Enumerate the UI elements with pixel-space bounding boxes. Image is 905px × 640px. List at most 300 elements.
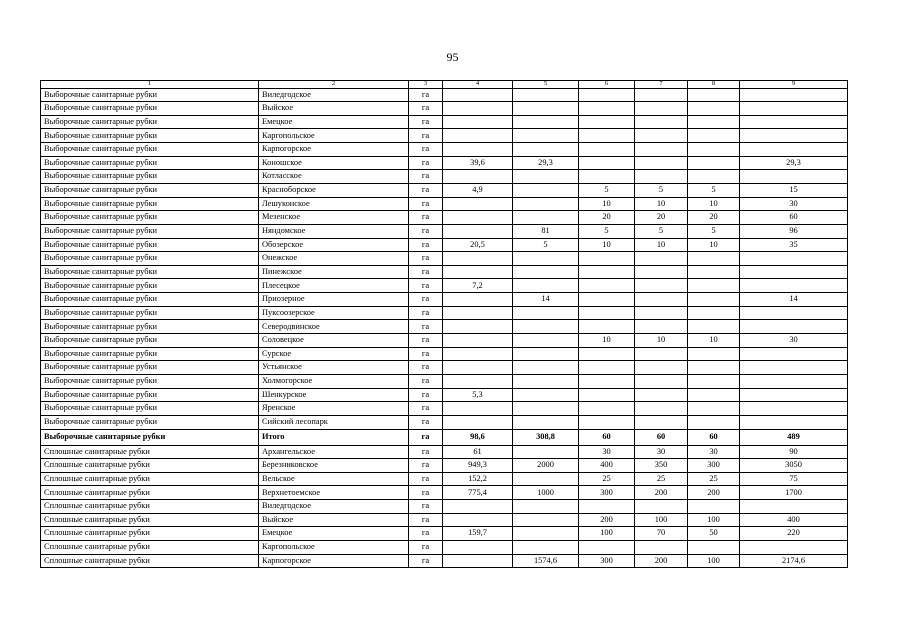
row-type-cell: Выборочные санитарные рубки [41,102,259,116]
row-value-col4: 98,6 [443,429,513,445]
table-row [41,513,848,527]
column-header: 1 [41,81,259,89]
row-value-col8 [688,115,740,129]
row-name-cell: Выйское [259,102,409,116]
row-value-col4 [443,402,513,416]
row-value-col5: 81 [513,224,579,238]
row-unit-cell: га [409,402,443,416]
row-unit-cell: га [409,156,443,170]
row-type-cell: Выборочные санитарные рубки [41,156,259,170]
row-value-col5 [513,252,579,266]
row-value-col9 [740,320,848,334]
row-unit-cell: га [409,541,443,555]
row-value-col9 [740,88,848,102]
row-name-cell: Каргопольское [259,129,409,143]
row-value-col9: 2174,6 [740,554,848,568]
row-value-col6: 300 [579,486,635,500]
row-unit-cell: га [409,115,443,129]
row-value-col6: 300 [579,554,635,568]
row-value-col9: 15 [740,183,848,197]
row-value-col7 [635,320,688,334]
row-unit-cell: га [409,293,443,307]
row-value-col4 [443,115,513,129]
row-value-col7 [635,361,688,375]
row-value-col4 [443,306,513,320]
row-value-col4 [443,374,513,388]
row-value-col4: 775,4 [443,486,513,500]
row-value-col7: 10 [635,197,688,211]
row-unit-cell: га [409,374,443,388]
row-value-col5 [513,388,579,402]
row-value-col4: 7,2 [443,279,513,293]
row-value-col9 [740,347,848,361]
row-type-cell: Сплошные санитарные рубки [41,459,259,473]
row-value-col6: 200 [579,513,635,527]
row-value-col8: 10 [688,238,740,252]
row-value-col8: 10 [688,197,740,211]
row-unit-cell: га [409,224,443,238]
row-value-col9: 90 [740,445,848,459]
row-value-col4 [443,554,513,568]
row-name-cell: Шенкурское [259,388,409,402]
row-name-cell: Итого [259,429,409,445]
row-value-col4 [443,88,513,102]
row-value-col6 [579,156,635,170]
row-value-col8 [688,252,740,266]
table-row [41,211,848,225]
row-type-cell: Сплошные санитарные рубки [41,472,259,486]
row-value-col6: 10 [579,197,635,211]
row-unit-cell: га [409,129,443,143]
row-value-col7: 350 [635,459,688,473]
row-value-col7 [635,347,688,361]
row-value-col9 [740,402,848,416]
row-value-col5 [513,170,579,184]
row-unit-cell: га [409,513,443,527]
row-unit-cell: га [409,102,443,116]
row-name-cell: Обозерское [259,238,409,252]
row-unit-cell: га [409,183,443,197]
row-name-cell: Приозерное [259,293,409,307]
table-row [41,527,848,541]
row-unit-cell: га [409,279,443,293]
row-name-cell: Онежское [259,252,409,266]
row-value-col5 [513,102,579,116]
row-type-cell: Сплошные санитарные рубки [41,486,259,500]
row-value-col6: 20 [579,211,635,225]
row-unit-cell: га [409,500,443,514]
row-value-col9: 3050 [740,459,848,473]
row-value-col8: 5 [688,224,740,238]
table-row [41,334,848,348]
row-value-col7 [635,402,688,416]
row-value-col6 [579,88,635,102]
row-value-col6 [579,102,635,116]
column-header: 6 [579,81,635,89]
row-value-col4 [443,129,513,143]
row-value-col8: 50 [688,527,740,541]
row-value-col9: 400 [740,513,848,527]
row-value-col4 [443,265,513,279]
row-value-col8 [688,402,740,416]
table-row [41,102,848,116]
row-value-col8 [688,415,740,429]
row-value-col7 [635,143,688,157]
row-value-col4: 5,3 [443,388,513,402]
row-name-cell: Карпогорское [259,143,409,157]
row-value-col7 [635,293,688,307]
table-row [41,238,848,252]
row-value-col6: 10 [579,238,635,252]
row-unit-cell: га [409,554,443,568]
row-value-col8: 5 [688,183,740,197]
column-header: 8 [688,81,740,89]
table-row [41,88,848,102]
row-value-col4: 20,5 [443,238,513,252]
row-value-col4: 152,2 [443,472,513,486]
row-value-col4: 61 [443,445,513,459]
row-value-col5: 1574,6 [513,554,579,568]
row-value-col6: 5 [579,183,635,197]
row-value-col8 [688,374,740,388]
row-value-col8 [688,143,740,157]
row-value-col5 [513,143,579,157]
row-value-col5 [513,513,579,527]
row-name-cell: Пуксоозерское [259,306,409,320]
row-unit-cell: га [409,459,443,473]
row-value-col9 [740,415,848,429]
row-type-cell: Выборочные санитарные рубки [41,374,259,388]
row-value-col4 [443,143,513,157]
row-value-col7 [635,415,688,429]
row-value-col7: 30 [635,445,688,459]
row-name-cell: Вельское [259,472,409,486]
row-type-cell: Выборочные санитарные рубки [41,347,259,361]
row-value-col8 [688,361,740,375]
table-body [41,88,848,568]
row-value-col5 [513,197,579,211]
row-value-col6 [579,115,635,129]
row-value-col6: 25 [579,472,635,486]
row-type-cell: Сплошные санитарные рубки [41,527,259,541]
table-row [41,224,848,238]
row-value-col4 [443,211,513,225]
row-type-cell: Выборочные санитарные рубки [41,279,259,293]
row-value-col8 [688,170,740,184]
row-type-cell: Выборочные санитарные рубки [41,293,259,307]
row-value-col8: 20 [688,211,740,225]
row-value-col5 [513,361,579,375]
row-type-cell: Выборочные санитарные рубки [41,170,259,184]
row-value-col6 [579,388,635,402]
table-row [41,156,848,170]
row-value-col8 [688,347,740,361]
row-value-col9 [740,115,848,129]
row-name-cell: Мезенское [259,211,409,225]
row-value-col4 [443,102,513,116]
row-value-col7 [635,388,688,402]
row-name-cell: Красноборское [259,183,409,197]
row-value-col6 [579,347,635,361]
row-name-cell: Пинежское [259,265,409,279]
row-value-col5 [513,527,579,541]
table-row [41,459,848,473]
row-type-cell: Выборочные санитарные рубки [41,129,259,143]
row-value-col7 [635,306,688,320]
row-value-col7 [635,170,688,184]
row-unit-cell: га [409,361,443,375]
row-value-col4 [443,320,513,334]
table-row [41,388,848,402]
table-row [41,320,848,334]
table-row [41,445,848,459]
table-row [41,415,848,429]
row-value-col6: 100 [579,527,635,541]
row-value-col8 [688,320,740,334]
row-name-cell: Выйское [259,513,409,527]
row-value-col5: 308,8 [513,429,579,445]
row-unit-cell: га [409,472,443,486]
row-value-col6 [579,320,635,334]
table-row [41,129,848,143]
row-name-cell: Северодвинское [259,320,409,334]
row-value-col5 [513,472,579,486]
row-value-col8 [688,388,740,402]
row-value-col8: 100 [688,513,740,527]
row-name-cell: Емецкое [259,115,409,129]
row-type-cell: Сплошные санитарные рубки [41,554,259,568]
row-value-col6 [579,415,635,429]
row-value-col4 [443,293,513,307]
table-row [41,554,848,568]
row-type-cell: Выборочные санитарные рубки [41,183,259,197]
row-type-cell: Выборочные санитарные рубки [41,211,259,225]
row-value-col4 [443,347,513,361]
row-name-cell: Лешуконское [259,197,409,211]
row-value-col5 [513,183,579,197]
row-value-col6 [579,500,635,514]
row-value-col7 [635,374,688,388]
row-unit-cell: га [409,197,443,211]
row-value-col6 [579,374,635,388]
row-value-col9 [740,306,848,320]
table-row [41,472,848,486]
row-name-cell: Яренское [259,402,409,416]
column-header: 7 [635,81,688,89]
data-table [40,80,848,568]
row-value-col9: 29,3 [740,156,848,170]
row-value-col8: 60 [688,429,740,445]
row-value-col4 [443,334,513,348]
table-row [41,374,848,388]
row-value-col7 [635,541,688,555]
page-number: 95 [446,50,459,64]
row-unit-cell: га [409,527,443,541]
table-row [41,347,848,361]
row-type-cell: Сплошные санитарные рубки [41,513,259,527]
row-value-col8: 100 [688,554,740,568]
table-row [41,265,848,279]
row-value-col9: 489 [740,429,848,445]
row-value-col9 [740,279,848,293]
row-unit-cell: га [409,334,443,348]
table-row [41,541,848,555]
row-type-cell: Выборочные санитарные рубки [41,224,259,238]
row-value-col6 [579,306,635,320]
row-type-cell: Выборочные санитарные рубки [41,88,259,102]
row-name-cell: Плесецкое [259,279,409,293]
row-value-col5: 2000 [513,459,579,473]
row-value-col9 [740,102,848,116]
row-value-col7 [635,279,688,293]
row-type-cell: Выборочные санитарные рубки [41,429,259,445]
row-value-col5 [513,211,579,225]
row-unit-cell: га [409,211,443,225]
row-name-cell: Карпогорское [259,554,409,568]
row-value-col4: 4,9 [443,183,513,197]
row-value-col4 [443,541,513,555]
row-value-col5: 14 [513,293,579,307]
row-value-col5 [513,415,579,429]
column-header: 5 [513,81,579,89]
row-value-col5 [513,129,579,143]
row-value-col5: 29,3 [513,156,579,170]
table-row [41,500,848,514]
table-row [41,143,848,157]
row-name-cell: Архангельское [259,445,409,459]
row-value-col7: 60 [635,429,688,445]
column-header: 4 [443,81,513,89]
row-value-col7: 10 [635,334,688,348]
row-type-cell: Сплошные санитарные рубки [41,541,259,555]
row-value-col6 [579,143,635,157]
row-value-col5 [513,374,579,388]
row-name-cell: Емецкое [259,527,409,541]
row-unit-cell: га [409,320,443,334]
row-value-col5 [513,402,579,416]
row-value-col9 [740,361,848,375]
row-value-col5 [513,445,579,459]
row-value-col9 [740,541,848,555]
table-row-total [41,429,848,445]
row-value-col6 [579,170,635,184]
table-row [41,183,848,197]
row-value-col4 [443,197,513,211]
row-value-col7: 70 [635,527,688,541]
row-name-cell: Коношское [259,156,409,170]
row-value-col4: 949,3 [443,459,513,473]
row-value-col4 [443,415,513,429]
row-value-col9 [740,374,848,388]
row-value-col5: 5 [513,238,579,252]
row-value-col6: 400 [579,459,635,473]
row-value-col7: 5 [635,183,688,197]
row-type-cell: Выборочные санитарные рубки [41,361,259,375]
row-value-col4: 39,6 [443,156,513,170]
row-value-col4 [443,500,513,514]
row-value-col9 [740,129,848,143]
row-type-cell: Выборочные санитарные рубки [41,197,259,211]
column-header: 9 [740,81,848,89]
row-value-col6: 30 [579,445,635,459]
row-unit-cell: га [409,143,443,157]
row-value-col4 [443,361,513,375]
row-name-cell: Няндомское [259,224,409,238]
row-unit-cell: га [409,445,443,459]
table-row [41,115,848,129]
table-row [41,170,848,184]
row-unit-cell: га [409,388,443,402]
table-row [41,402,848,416]
column-number-row [41,81,848,89]
row-type-cell: Выборочные санитарные рубки [41,415,259,429]
row-name-cell: Устьянское [259,361,409,375]
row-value-col7 [635,115,688,129]
row-value-col4 [443,170,513,184]
row-value-col8: 200 [688,486,740,500]
row-value-col5 [513,115,579,129]
column-header: 3 [409,81,443,89]
row-name-cell: Сийский лесопарк [259,415,409,429]
row-value-col6: 60 [579,429,635,445]
row-value-col8 [688,265,740,279]
row-value-col8 [688,88,740,102]
row-value-col9: 96 [740,224,848,238]
row-value-col9 [740,170,848,184]
row-type-cell: Выборочные санитарные рубки [41,402,259,416]
row-value-col6 [579,265,635,279]
row-unit-cell: га [409,306,443,320]
row-value-col7: 200 [635,486,688,500]
row-value-col9 [740,143,848,157]
row-value-col7: 5 [635,224,688,238]
row-value-col6 [579,279,635,293]
row-name-cell: Сурское [259,347,409,361]
row-type-cell: Выборочные санитарные рубки [41,388,259,402]
row-value-col8 [688,500,740,514]
row-name-cell: Березниковское [259,459,409,473]
row-name-cell: Соловецкое [259,334,409,348]
row-name-cell: Виледгодское [259,500,409,514]
row-value-col8 [688,306,740,320]
row-name-cell: Холмогорское [259,374,409,388]
row-value-col9: 75 [740,472,848,486]
row-value-col9 [740,500,848,514]
row-value-col6 [579,293,635,307]
row-value-col5 [513,334,579,348]
row-type-cell: Выборочные санитарные рубки [41,238,259,252]
row-value-col4 [443,252,513,266]
row-type-cell: Сплошные санитарные рубки [41,500,259,514]
row-value-col5 [513,88,579,102]
table-row [41,279,848,293]
row-unit-cell: га [409,252,443,266]
row-unit-cell: га [409,170,443,184]
row-value-col5 [513,347,579,361]
column-header: 2 [259,81,409,89]
row-value-col9: 220 [740,527,848,541]
row-value-col4 [443,224,513,238]
row-value-col7 [635,156,688,170]
row-value-col8 [688,279,740,293]
row-type-cell: Выборочные санитарные рубки [41,306,259,320]
row-value-col8 [688,102,740,116]
row-name-cell: Верхнетоемское [259,486,409,500]
row-value-col7: 100 [635,513,688,527]
row-value-col8 [688,293,740,307]
row-value-col8 [688,541,740,555]
row-value-col4: 159,7 [443,527,513,541]
